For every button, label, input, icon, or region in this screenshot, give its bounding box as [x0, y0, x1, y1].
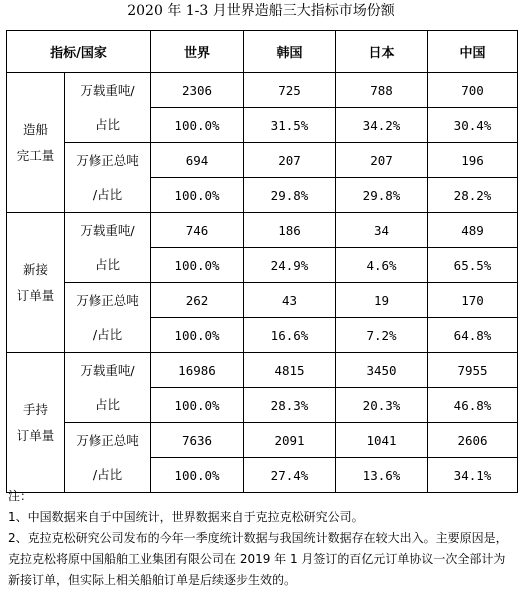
metric-label-cell [65, 73, 151, 143]
metric-label-top: 万载重吨/ [80, 82, 135, 98]
table-row [7, 353, 518, 388]
metric-label-cell [65, 283, 151, 353]
category-cell [7, 353, 65, 493]
value-cell-korea: 186 [244, 213, 336, 248]
value-cell-world: 16986 [151, 353, 244, 388]
value-cell-korea: 2091 [244, 423, 336, 458]
value-cell-china: 196 [428, 143, 518, 178]
notes-block [8, 486, 516, 591]
share-cell-world: 100.0% [151, 248, 244, 283]
header-japan: 日本 [336, 31, 428, 73]
header-indicator-country: 指标/国家 [7, 31, 151, 73]
metric-label-top: 万修正总吨 [76, 292, 139, 308]
value-cell-korea: 207 [244, 143, 336, 178]
header-china: 中国 [428, 31, 518, 73]
metric-label-cell [65, 353, 151, 423]
table-row [7, 213, 518, 248]
metric-label-bottom: 占比 [94, 116, 120, 132]
value-cell-world: 694 [151, 143, 244, 178]
table-title: 2020 年 1-3 月世界造船三大指标市场份额 [127, 3, 395, 19]
value-cell-japan: 207 [336, 143, 428, 178]
share-cell-world: 100.0% [151, 108, 244, 143]
share-cell-korea: 29.8% [244, 178, 336, 213]
value-cell-china: 7955 [428, 353, 518, 388]
share-cell-japan: 34.2% [336, 108, 428, 143]
table-row [7, 423, 518, 458]
category-cell [7, 213, 65, 353]
note-item-1: 1、中国数据来自于中国统计，世界数据来自于克拉克松研究公司。 [8, 510, 364, 524]
metric-label-cell [65, 213, 151, 283]
share-cell-china: 65.5% [428, 248, 518, 283]
value-cell-japan: 34 [336, 213, 428, 248]
notes-heading: 注： [8, 489, 33, 503]
header-korea: 韩国 [244, 31, 336, 73]
share-cell-japan: 13.6% [336, 458, 428, 493]
table-row [7, 143, 518, 178]
metric-label-top: 万修正总吨 [76, 432, 139, 448]
share-cell-japan: 29.8% [336, 178, 428, 213]
value-cell-korea: 725 [244, 73, 336, 108]
share-cell-world: 100.0% [151, 178, 244, 213]
share-cell-japan: 20.3% [336, 388, 428, 423]
metric-label-bottom: 占比 [94, 256, 120, 272]
metric-label-cell [65, 423, 151, 493]
value-cell-japan: 1041 [336, 423, 428, 458]
share-cell-korea: 28.3% [244, 388, 336, 423]
share-cell-world: 100.0% [151, 318, 244, 353]
share-cell-world: 100.0% [151, 458, 244, 493]
value-cell-korea: 43 [244, 283, 336, 318]
table-row [7, 73, 518, 108]
value-cell-china: 489 [428, 213, 518, 248]
value-cell-korea: 4815 [244, 353, 336, 388]
metric-label-top: 万修正总吨 [76, 152, 139, 168]
value-cell-china: 170 [428, 283, 518, 318]
share-cell-japan: 4.6% [336, 248, 428, 283]
share-cell-china: 64.8% [428, 318, 518, 353]
note-item-2: 2、克拉克松研究公司发布的今年一季度统计数据与我国统计数据存在较大出入。主要原因是，克拉克松将原中国船舶工业集团有限公司在 2019 年 1 月签订的百亿元订单协议一次全部计为新接订单，但实际上相关船舶订单是后续逐步生效的。 [8, 531, 508, 587]
metric-label-cell [65, 143, 151, 213]
value-cell-world: 7636 [151, 423, 244, 458]
category-label: 造船 [22, 121, 48, 137]
metric-label-top: 万载重吨/ [80, 362, 135, 378]
category-cell [7, 73, 65, 213]
share-cell-korea: 31.5% [244, 108, 336, 143]
category-label: 订单量 [16, 427, 55, 443]
table-row [7, 283, 518, 318]
share-cell-china: 30.4% [428, 108, 518, 143]
category-label: 订单量 [16, 287, 55, 303]
header-world: 世界 [151, 31, 244, 73]
share-cell-japan: 7.2% [336, 318, 428, 353]
category-label: 完工量 [16, 147, 55, 163]
share-cell-korea: 27.4% [244, 458, 336, 493]
value-cell-world: 2306 [151, 73, 244, 108]
metric-label-bottom: 占比 [94, 396, 120, 412]
value-cell-china: 700 [428, 73, 518, 108]
metric-label-bottom: /占比 [92, 326, 123, 342]
share-cell-korea: 16.6% [244, 318, 336, 353]
share-cell-china: 46.8% [428, 388, 518, 423]
value-cell-japan: 19 [336, 283, 428, 318]
share-cell-china: 34.1% [428, 458, 518, 493]
value-cell-japan: 3450 [336, 353, 428, 388]
category-label: 手持 [22, 401, 48, 417]
metric-label-bottom: /占比 [92, 466, 123, 482]
value-cell-world: 262 [151, 283, 244, 318]
table-header-row [7, 31, 518, 73]
metric-label-bottom: /占比 [92, 186, 123, 202]
share-cell-korea: 24.9% [244, 248, 336, 283]
metric-label-top: 万载重吨/ [80, 222, 135, 238]
share-cell-world: 100.0% [151, 388, 244, 423]
value-cell-china: 2606 [428, 423, 518, 458]
value-cell-world: 746 [151, 213, 244, 248]
value-cell-japan: 788 [336, 73, 428, 108]
category-label: 新接 [22, 261, 48, 277]
share-cell-china: 28.2% [428, 178, 518, 213]
market-share-table [6, 30, 518, 493]
